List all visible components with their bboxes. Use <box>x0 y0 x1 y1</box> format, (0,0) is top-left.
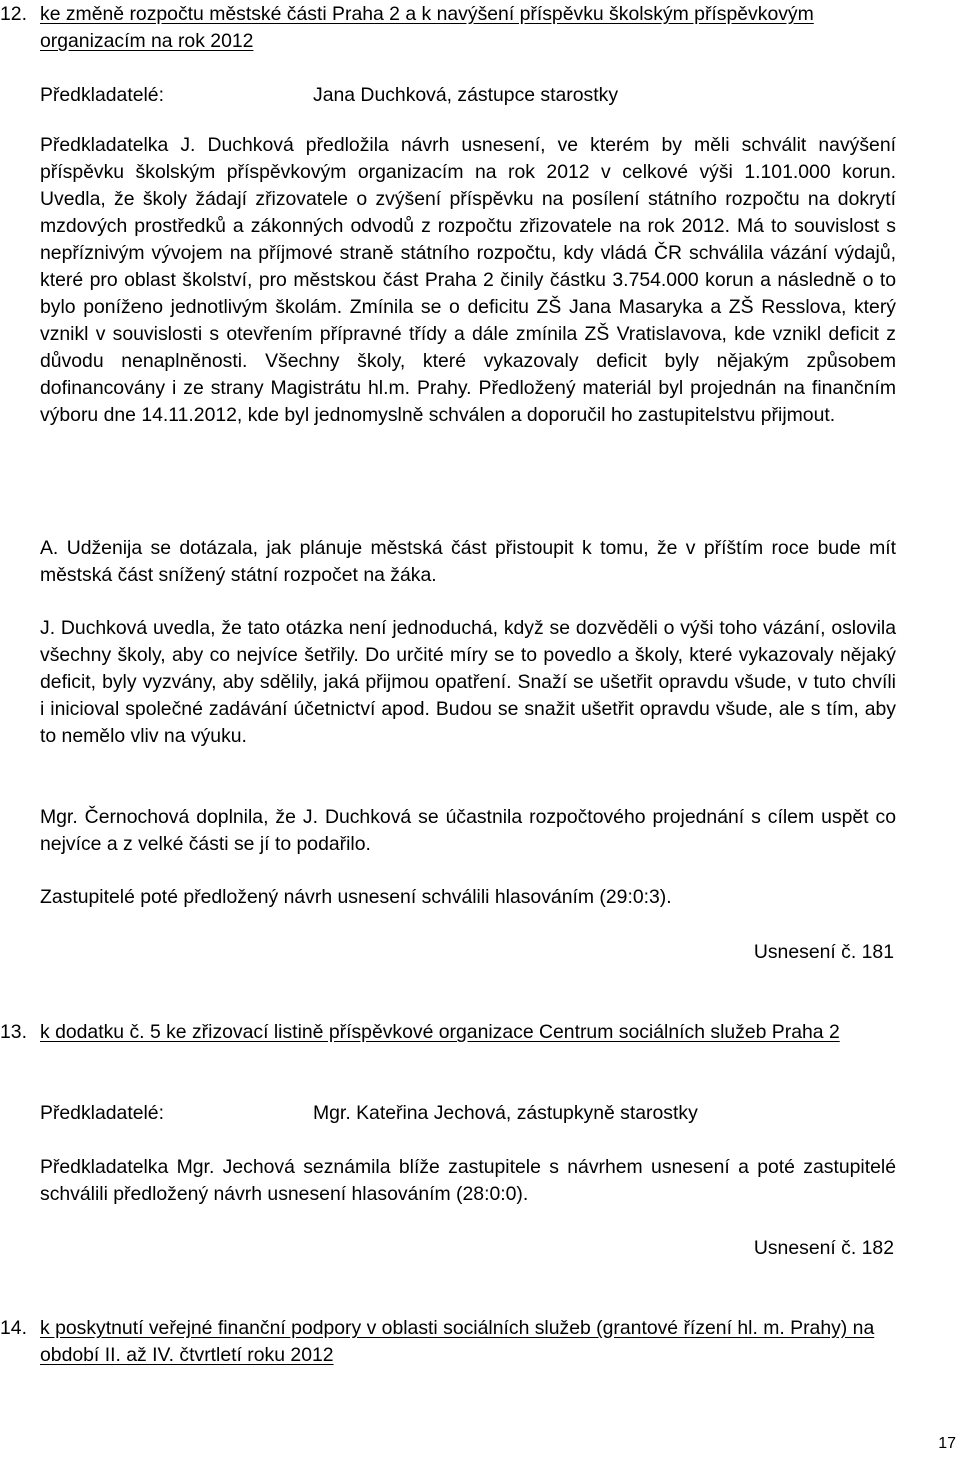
paragraph: Předkladatelka Mgr. Jechová seznámila blíže zastupitele s návrhem usnesení a poté zastupitelé schválili předložený návrh usnesení hlasováním (28:0:0). <box>40 1156 896 1205</box>
presenter-label: Předkladatelé: <box>40 84 164 106</box>
page-number: 17 <box>938 1435 956 1452</box>
paragraph: Předkladatelka J. Duchková předložila návrh usnesení, ve kterém by měli schválit navýšení příspěvku školským příspěvkovým organizacím na rok 2012 v celkové výši 1.101.000 korun. Uvedla, že školy žádají zřizovatele o zvýšení příspěvku na posílení státního rozpočtu na dokrytí mzdových prostředků a zákonných odvodů z rozpočtu zřizovatele na rok 2012. Má to souvislost s nepříznivým vývojem na příjmové straně státního rozpočtu, kdy vládá ČR schválila vázání výdajů, které pro oblast školství, pro městskou část Praha 2 činily částku 3.754.000 korun a následně o to bylo poníženo jednotlivým školám. Zmínila se o deficitu ZŠ Jana Masaryka a ZŠ Resslova, který vznikl v souvislosti s otevřením přípravné třídy a dále zmínila ZŠ Vratislavova, kde vznikl deficit z důvodu nenaplněnosti. Všechny školy, které vykazovaly deficit byly nějakým způsobem dofinancovány i ze strany Magistrátu hl.m. Prahy. Předložený materiál byl projednán na finančním výboru dne 14.11.2012, kde byl jednomyslně schválen a doporučil ho zastupitelstvu přijmout. <box>40 134 896 426</box>
item-title: k dodatku č. 5 ke zřizovací listině příspěvkové organizace Centrum sociálních služeb Praha 2 <box>40 1021 840 1043</box>
presenter-name: Mgr. Kateřina Jechová, zástupkyně starostky <box>313 1102 698 1124</box>
paragraph: Zastupitelé poté předložený návrh usnesení schválili hlasováním (29:0:3). <box>40 886 672 908</box>
item-number: 13. <box>0 1021 27 1043</box>
resolution-number: Usnesení č. 181 <box>753 941 894 963</box>
resolution-number: Usnesení č. 182 <box>753 1237 894 1259</box>
item-title: k poskytnutí veřejné finanční podpory v oblasti sociálních služeb (grantové řízení hl. m. Prahy) na období II. až IV. čtvrtletí roku 2012 <box>40 1317 875 1366</box>
paragraph: Mgr. Černochová doplnila, že J. Duchková se účastnila rozpočtového projednání s cílem uspět co nejvíce a z velké části se jí to podařilo. <box>40 806 896 855</box>
item-number: 14. <box>0 1317 27 1339</box>
paragraph: J. Duchková uvedla, že tato otázka není jednoduchá, když se dozvěděli o výši toho vázání, oslovila všechny školy, aby co nejvíce šetřily. Do určité míry se to povedlo a školy, které vykazovaly nějaký deficit, byly vyzvány, aby sdělily, jaká přijmou opatření. Snaží se ušetřit opravdu všude, v tuto chvíli i inicioval společné zadávání účetnictví apod. Budou se snažit ušetřit opravdu všude, ale s tím, aby to nemělo vliv na výuku. <box>40 617 896 747</box>
presenter-name: Jana Duchková, zástupce starostky <box>313 84 619 106</box>
paragraph: A. Udženija se dotázala, jak plánuje městská část přistoupit k tomu, že v příštím roce bude mít městská část snížený státní rozpočet na žáka. <box>40 537 896 586</box>
presenter-label: Předkladatelé: <box>40 1102 164 1124</box>
item-title: ke změně rozpočtu městské části Praha 2 a k navýšení příspěvku školským příspěvkovým organizacím na rok 2012 <box>40 3 814 52</box>
item-number: 12. <box>0 3 27 25</box>
